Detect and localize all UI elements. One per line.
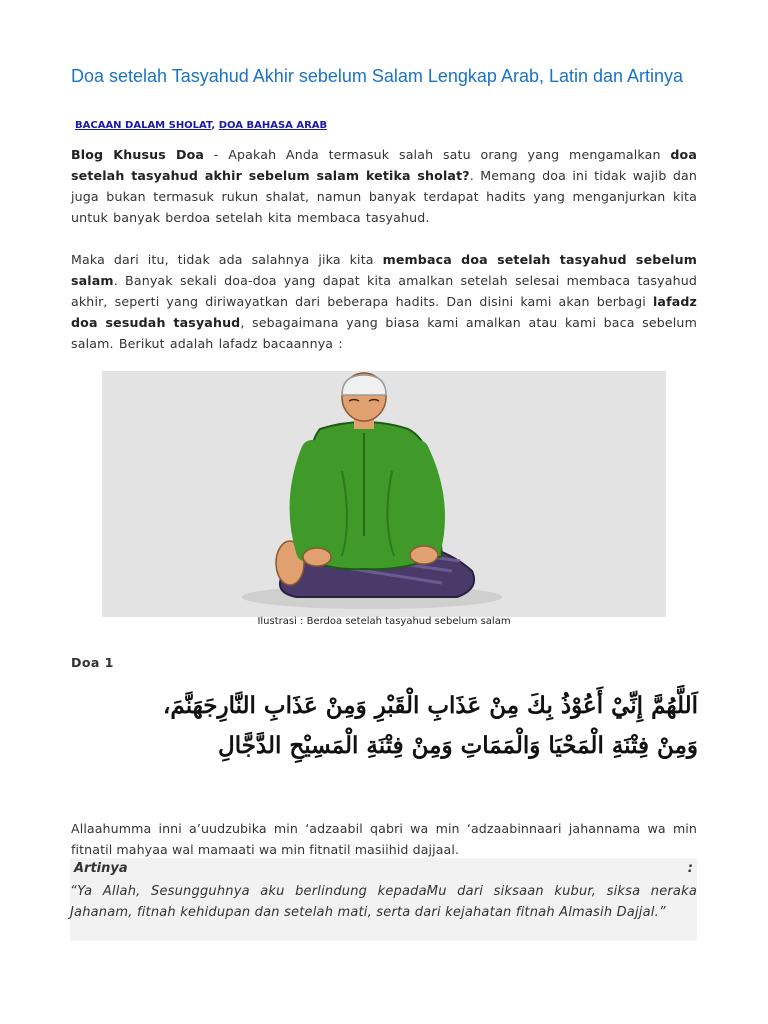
praying-man-illustration [102, 371, 666, 617]
illustration-image [102, 371, 666, 617]
meaning-box [70, 858, 697, 941]
para2-text-3: , sebagaimana yang biasa kami amalkan atau kami baca sebelum salam. Berikut adalah lafadz bacaannya : [71, 315, 697, 351]
para2-bold-2: lafadz doa sesudah tasyahud [71, 294, 697, 330]
doa-heading: Doa 1 [71, 655, 114, 670]
blog-brand: Blog Khusus Doa [71, 147, 205, 162]
label-link-bacaan[interactable]: BACAAN DALAM SHOLAT [75, 120, 212, 131]
second-paragraph [71, 249, 697, 354]
meaning-colon: : [687, 861, 693, 876]
figure-caption: Ilustrasi : Berdoa setelah tasyahud sebelum salam [257, 616, 511, 627]
intro-text-1: - Apakah Anda termasuk salah satu orang yang mengamalkan [204, 147, 671, 162]
label-separator: , [211, 120, 216, 131]
para2-text-1: Maka dari itu, tidak ada salahnya jika kita [71, 252, 383, 267]
label-link-doa-arab[interactable]: DOA BAHASA ARAB [218, 120, 328, 131]
intro-paragraph [71, 144, 697, 228]
intro-bold-1: doa setelah tasyahud akhir sebelum salam ketika sholat? [71, 147, 697, 183]
meaning-text: “Ya Allah, Sesungguhnya aku berlindung kepadaMu dari siksaan kubur, siksa neraka Jahanam, fitnah kehidupan dan setelah mati, serta dari kejahatan fitnah Almasih Dajjal.” [70, 884, 697, 920]
para2-text-2: . Banyak sekali doa-doa yang dapat kita amalkan setelah selesai membaca tasyahud akhir, seperti yang diriwayatkan dari beberapa hadits. Dan disini kami akan berbagi [71, 273, 697, 309]
intro-text-2: . Memang doa ini tidak wajib dan juga bukan termasuk rukun shalat, namun banyak terdapat hadits yang menganjurkan kita untuk banyak berdoa setelah kita membaca tasyahud. [71, 168, 697, 225]
para2-bold-1: membaca doa setelah tasyahud sebelum salam [71, 252, 697, 288]
post-labels [75, 120, 327, 131]
meaning-header [74, 861, 693, 876]
doa-latin-text: Allaahumma inni a’uudzubika min ‘adzaabil qabri wa min ‘adzaabinnaari jahannama wa min fitnatil mahyaa wal mamaati wa min fitnatil masiihid dajjaal. [71, 821, 697, 857]
meaning-label: Artinya [74, 861, 128, 876]
doa-arabic-text: اَللَّهُمَّ إِنِّيْ أَعُوْذُ بِكَ مِنْ عَذَابِ الْقَبْرِ وَمِنْ عَذَابِ النَّارِجَهَنَّمَ، وَمِنْ فِتْنَةِ الْمَحْيَا وَالْمَمَاتِ وَمِنْ فِتْنَةِ الْمَسِيْحِ الدَّجَّالِ [162, 692, 698, 759]
post-title[interactable]: Doa setelah Tasyahud Akhir sebelum Salam Lengkap Arab, Latin dan Artinya [71, 66, 684, 86]
